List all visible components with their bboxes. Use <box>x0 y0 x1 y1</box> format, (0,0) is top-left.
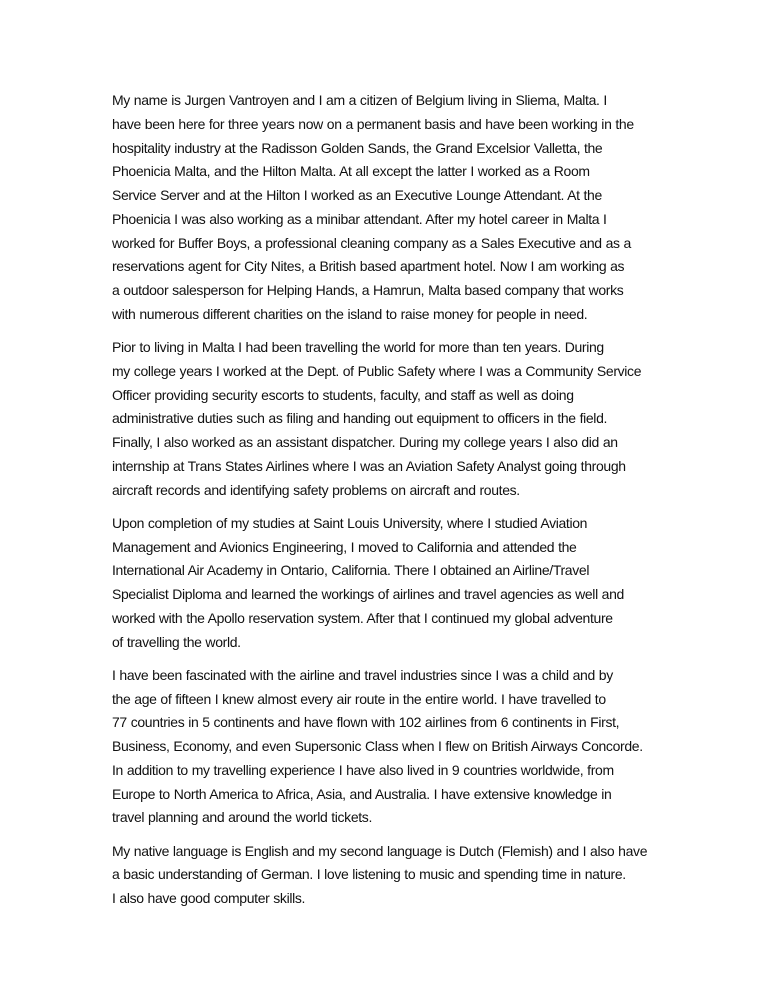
text-line: In addition to my travelling experience I have also lived in 9 countries worldwide, from <box>112 761 614 778</box>
text-line: Finally, I also worked as an assistant dispatcher. During my college years I also did an <box>112 434 618 450</box>
text-line: worked for Buffer Boys, a professional cleaning company as a Sales Executive and as a <box>112 234 631 251</box>
text-line: administrative duties such as filing and handing out equipment to officers in the field. <box>112 410 608 427</box>
text-line: I have been fascinated with the airline and travel industries since I was a child and by <box>112 666 613 683</box>
text-line: I also have good computer skills. <box>112 890 306 906</box>
text-line: aircraft records and identifying safety problems on aircraft and routes. <box>112 481 520 498</box>
text-line: Europe to North America to Africa, Asia, and Australia. I have extensive knowledge in <box>112 785 612 802</box>
text-line: 77 countries in 5 continents and have flown with 102 airlines from 6 continents in First, <box>112 714 620 731</box>
text-line: Officer providing security escorts to students, faculty, and staff as well as doing <box>112 386 574 403</box>
paragraph <box>112 336 712 502</box>
document-page <box>112 89 712 920</box>
text-line: hospitality industry at the Radisson Golden Sands, the Grand Excelsior Valletta, the <box>112 139 603 156</box>
text-line: My name is Jurgen Vantroyen and I am a citizen of Belgium living in Sliema, Malta. I <box>112 92 607 108</box>
text-line: Business, Economy, and even Supersonic Class when I flew on British Airways Concorde. <box>112 738 643 754</box>
text-line: Pior to living in Malta I had been travelling the world for more than ten years. During <box>112 339 604 355</box>
text-line: International Air Academy in Ontario, California. There I obtained an Airline/Travel <box>112 562 590 579</box>
text-line: the age of fifteen I knew almost every air route in the entire world. I have travelled to <box>112 690 606 707</box>
text-line: with numerous different charities on the island to raise money for people in need. <box>112 305 588 322</box>
text-line: worked with the Apollo reservation system. After that I continued my global adventure <box>112 609 613 626</box>
paragraph <box>112 512 712 655</box>
text-line: a outdoor salesperson for Helping Hands, a Hamrun, Malta based company that works <box>112 282 624 298</box>
text-line: Service Server and at the Hilton I worked as an Executive Lounge Attendant. At the <box>112 187 602 203</box>
text-line: Phoenicia I was also working as a minibar attendant. After my hotel career in Malta I <box>112 210 607 227</box>
text-line: internship at Trans States Airlines where I was an Aviation Safety Analyst going through <box>112 457 626 474</box>
text-line: have been here for three years now on a permanent basis and have been working in the <box>112 115 634 132</box>
text-line: Upon completion of my studies at Saint Louis University, where I studied Aviation <box>112 514 588 531</box>
text-line: my college years I worked at the Dept. of Public Safety where I was a Community Service <box>112 362 642 379</box>
text-line: Phoenicia Malta, and the Hilton Malta. At all except the latter I worked as a Room <box>112 163 590 180</box>
text-line: My native language is English and my second language is Dutch (Flemish) and I also have <box>112 842 648 859</box>
paragraph <box>112 89 712 327</box>
text-line: reservations agent for City Nites, a British based apartment hotel. Now I am working as <box>112 258 625 275</box>
text-line: Specialist Diploma and learned the workings of airlines and travel agencies as well and <box>112 586 624 602</box>
paragraph <box>112 664 712 830</box>
text-line: Management and Avionics Engineering, I moved to California and attended the <box>112 538 577 555</box>
text-line: a basic understanding of German. I love listening to music and spending time in nature. <box>112 866 626 883</box>
text-line: travel planning and around the world tickets. <box>112 809 372 826</box>
paragraph <box>112 840 712 911</box>
text-line: of travelling the world. <box>112 633 241 650</box>
